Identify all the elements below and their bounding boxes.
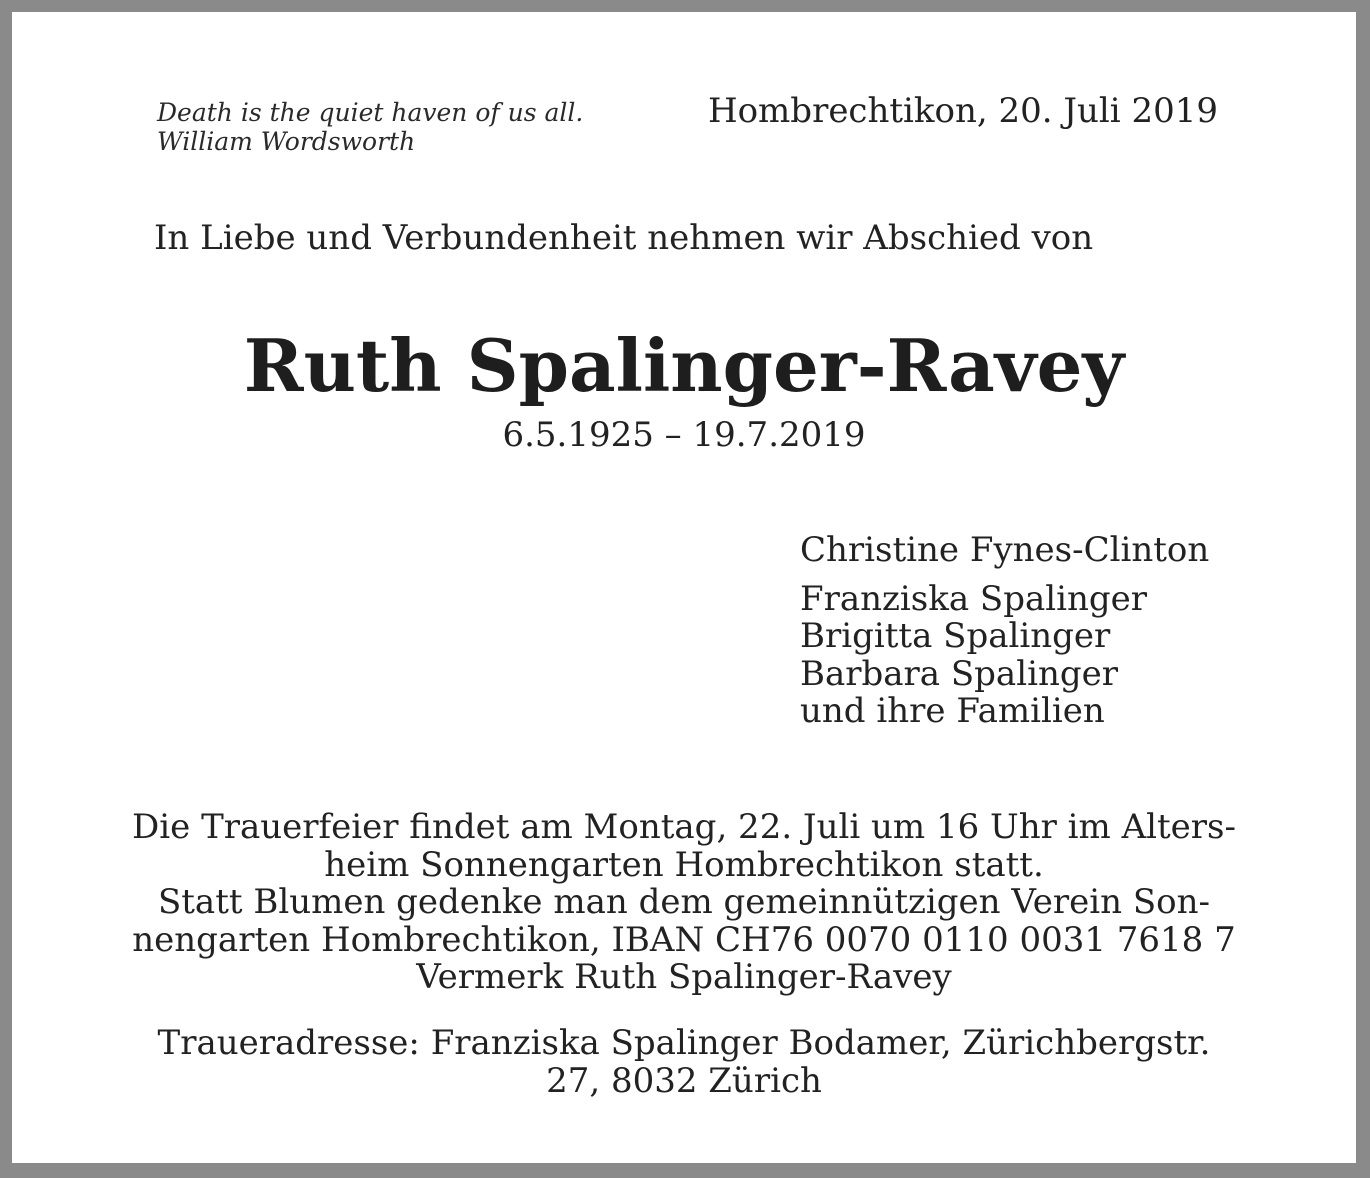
- ceremony-notice: [102, 809, 1266, 997]
- mourners-list: [800, 532, 1209, 731]
- intro-text: In Liebe und Verbundenheit nehmen wir Abschied von: [154, 218, 1094, 258]
- mourner: Christine Fynes-Clinton: [800, 530, 1210, 570]
- epigraph-text: Death is the quiet haven of us all.: [157, 98, 584, 127]
- ceremony-line: Statt Blumen gedenke man dem gemeinnützigen Verein Son-: [157, 882, 1211, 922]
- ceremony-line: heim Sonnengarten Hombrechtikon statt.: [324, 844, 1044, 885]
- place-date: Hombrechtikon, 20. Juli 2019: [707, 91, 1218, 131]
- epigraph: [157, 98, 583, 156]
- life-dates: 6.5.1925 – 19.7.2019: [502, 415, 866, 455]
- mourner: Franziska Spalinger: [800, 578, 1148, 619]
- address-line: 27, 8032 Zürich: [546, 1060, 822, 1101]
- mourner: Brigitta Spalinger: [800, 616, 1111, 656]
- mourner: Barbara Spalinger: [800, 653, 1118, 694]
- mourner: und ihre Familien: [800, 691, 1105, 731]
- ceremony-line: Die Trauerfeier findet am Montag, 22. Juli um 16 Uhr im Alters-: [132, 807, 1236, 847]
- obituary-page: [12, 12, 1356, 1163]
- mourning-address: [102, 1025, 1266, 1100]
- ceremony-line: Vermerk Ruth Spalinger-Ravey: [416, 957, 952, 997]
- epigraph-author: William Wordsworth: [157, 127, 416, 156]
- ceremony-line: nengarten Hombrechtikon, IBAN CH76 0070 0110 0031 7618 7: [132, 919, 1236, 960]
- address-line: Traueradresse: Franziska Spalinger Bodamer, Zürichbergstr.: [157, 1023, 1211, 1063]
- deceased-name: Ruth Spalinger-Ravey: [243, 323, 1125, 408]
